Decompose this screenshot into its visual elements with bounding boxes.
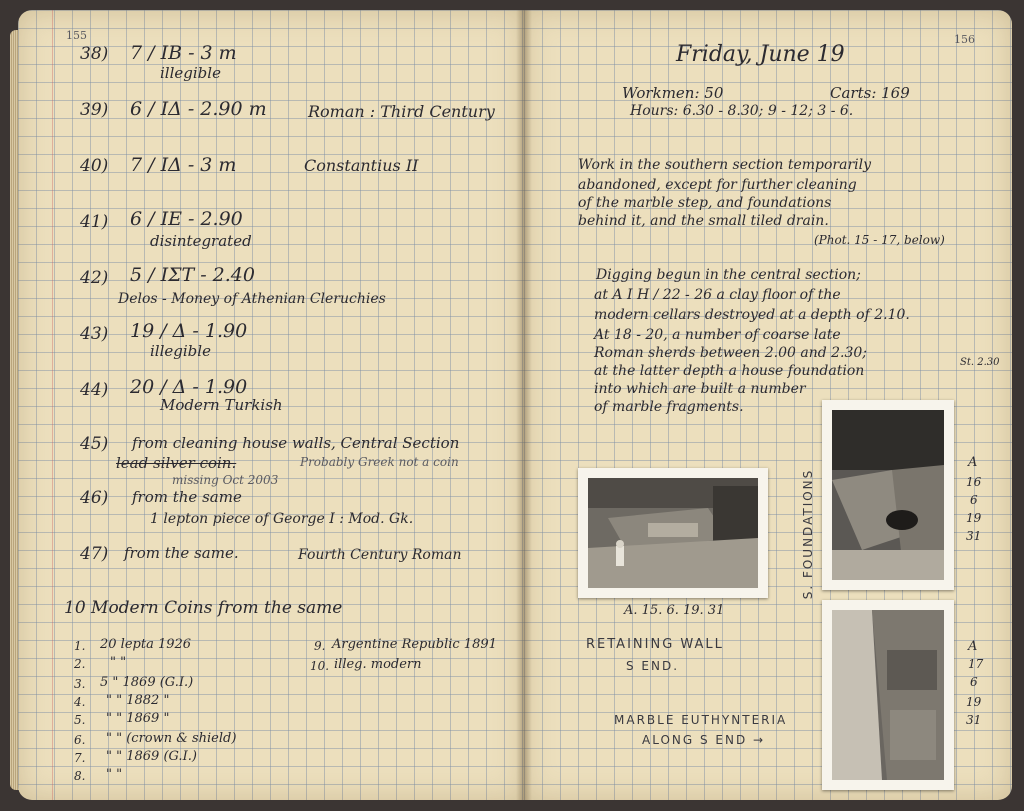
margin-line <box>52 10 53 800</box>
photo-label-line: 6 <box>970 493 978 507</box>
journal-line: at A I H / 22 - 26 a clay floor of the <box>594 287 841 303</box>
excavation-photo-foundations <box>822 400 954 590</box>
photo-label-line: A <box>968 639 978 654</box>
excavation-photo-retaining-wall <box>578 468 768 598</box>
journal-line: into which are built a number <box>594 381 806 397</box>
work-hours: Hours: 6.30 - 8.30; 9 - 12; 3 - 6. <box>630 103 854 119</box>
entry-number: 39) <box>80 100 109 120</box>
margin-note: St. 2.30 <box>960 357 1000 368</box>
coin-item: " " 1882 " <box>106 693 170 708</box>
entry-coin-ref: 20 / Δ - 1.90 <box>130 376 248 398</box>
page-number-right: 156 <box>954 33 975 46</box>
entry-coin-ref: 7 / IΔ - 3 m <box>130 154 237 176</box>
journal-line: At 18 - 20, a number of coarse late <box>594 327 841 343</box>
coin-item: " " <box>106 767 123 782</box>
along-s-end-label: ALONG S END → <box>642 733 766 747</box>
entry-coin-ref: 7 / IB - 3 m <box>130 42 237 64</box>
coin-item: 20 lepta 1926 <box>100 637 192 652</box>
entry-pencil-note: Probably Greek not a coin <box>300 455 459 469</box>
coin-number: 9. <box>314 639 326 653</box>
journal-line: modern cellars destroyed at a depth of 2.10. <box>594 307 910 323</box>
entry-description: Delos - Money of Athenian Cleruchies <box>118 291 386 307</box>
photo-label-line: 31 <box>966 713 982 727</box>
s-foundations-label: S. FOUNDATIONS <box>801 468 815 600</box>
entry-number: 41) <box>80 212 109 232</box>
entry-number: 38) <box>80 44 109 64</box>
coin-item: Argentine Republic 1891 <box>332 637 497 652</box>
photo-label-line: A <box>968 455 978 470</box>
coin-item: " " 1869 " <box>106 711 170 726</box>
coin-number: 8. <box>74 769 86 783</box>
marble-euthynteria-label: MARBLE EUTHYNTERIA <box>614 713 788 727</box>
entry-description: disintegrated <box>150 232 252 250</box>
entry-number: 45) <box>80 434 109 454</box>
journal-line: Digging begun in the central section; <box>596 267 861 283</box>
entry-note: Constantius II <box>304 156 419 175</box>
photo-caption: A. 15. 6. 19. 31 <box>624 603 725 618</box>
coin-number: 5. <box>74 713 86 727</box>
photo-label-line: 19 <box>966 511 982 525</box>
page-number-left: 155 <box>66 29 87 42</box>
coin-number: 7. <box>74 751 86 765</box>
entry-description: Modern Turkish <box>160 396 283 414</box>
journal-line: behind it, and the small tiled drain. <box>578 213 829 229</box>
journal-line: of the marble step, and foundations <box>578 195 832 211</box>
entry-description: from the same. <box>124 544 239 562</box>
coin-number: 1. <box>74 639 86 653</box>
workmen-count: Workmen: 50 <box>622 84 724 102</box>
entry-description: illegible <box>160 64 221 82</box>
coin-number: 4. <box>74 695 86 709</box>
photo-reference: (Phot. 15 - 17, below) <box>814 233 945 247</box>
entry-description-struck: lead silver coin. <box>116 454 237 472</box>
entry-note: Fourth Century Roman <box>298 547 462 563</box>
photo-image <box>588 478 758 588</box>
entry-coin-ref: 19 / Δ - 1.90 <box>130 320 248 342</box>
coin-number: 3. <box>74 677 86 691</box>
entry-coin-ref: 5 / IΣT - 2.40 <box>130 264 255 286</box>
photo-label-line: 19 <box>966 695 982 709</box>
photo-label-line: 17 <box>968 657 984 671</box>
entry-coin-ref: 6 / IE - 2.90 <box>130 208 243 230</box>
photo-label-line: 16 <box>966 475 982 489</box>
entry-number: 46) <box>80 488 109 508</box>
excavation-photo-marble-euthynteria <box>822 600 954 790</box>
entry-number: 43) <box>80 324 109 344</box>
missing-note: missing Oct 2003 <box>172 473 279 487</box>
carts-count: Carts: 169 <box>830 84 910 102</box>
entry-description: illegible <box>150 342 211 360</box>
journal-line: of marble fragments. <box>594 399 744 415</box>
s-end-label: S END. <box>626 659 680 673</box>
journal-line: Work in the southern section temporarily <box>578 157 872 173</box>
entry-description: 1 lepton piece of George I : Mod. Gk. <box>150 511 414 527</box>
coin-item: " " (crown & shield) <box>106 731 237 746</box>
journal-line: Roman sherds between 2.00 and 2.30; <box>594 345 868 361</box>
coin-item: 5 " 1869 (G.I.) <box>100 675 194 690</box>
entry-number: 40) <box>80 156 109 176</box>
journal-line: abandoned, except for further cleaning <box>578 177 857 193</box>
photo-label-line: 31 <box>966 529 982 543</box>
coin-number: 6. <box>74 733 86 747</box>
entry-number: 47) <box>80 544 109 564</box>
coin-item: " " <box>110 655 127 670</box>
coin-number: 2. <box>74 657 86 671</box>
retaining-wall-label: RETAINING WALL <box>586 637 724 652</box>
photo-label-line: 6 <box>970 675 978 689</box>
modern-coins-heading: 10 Modern Coins from the same <box>64 598 343 618</box>
photo-image <box>832 610 944 780</box>
entry-description: from cleaning house walls, Central Section <box>132 434 460 452</box>
coin-item: illeg. modern <box>334 657 422 672</box>
journal-line: at the latter depth a house foundation <box>594 363 865 379</box>
book-gutter <box>516 10 532 800</box>
entry-number: 42) <box>80 268 109 288</box>
entry-number: 44) <box>80 380 109 400</box>
entry-date: Friday, June 19 <box>676 42 845 67</box>
coin-item: " " 1869 (G.I.) <box>106 749 197 764</box>
photo-image <box>832 410 944 580</box>
entry-note: Roman : Third Century <box>308 102 495 121</box>
entry-coin-ref: 6 / IΔ - 2.90 m <box>130 98 267 120</box>
coin-number: 10. <box>310 659 330 673</box>
entry-description: from the same <box>132 488 242 506</box>
